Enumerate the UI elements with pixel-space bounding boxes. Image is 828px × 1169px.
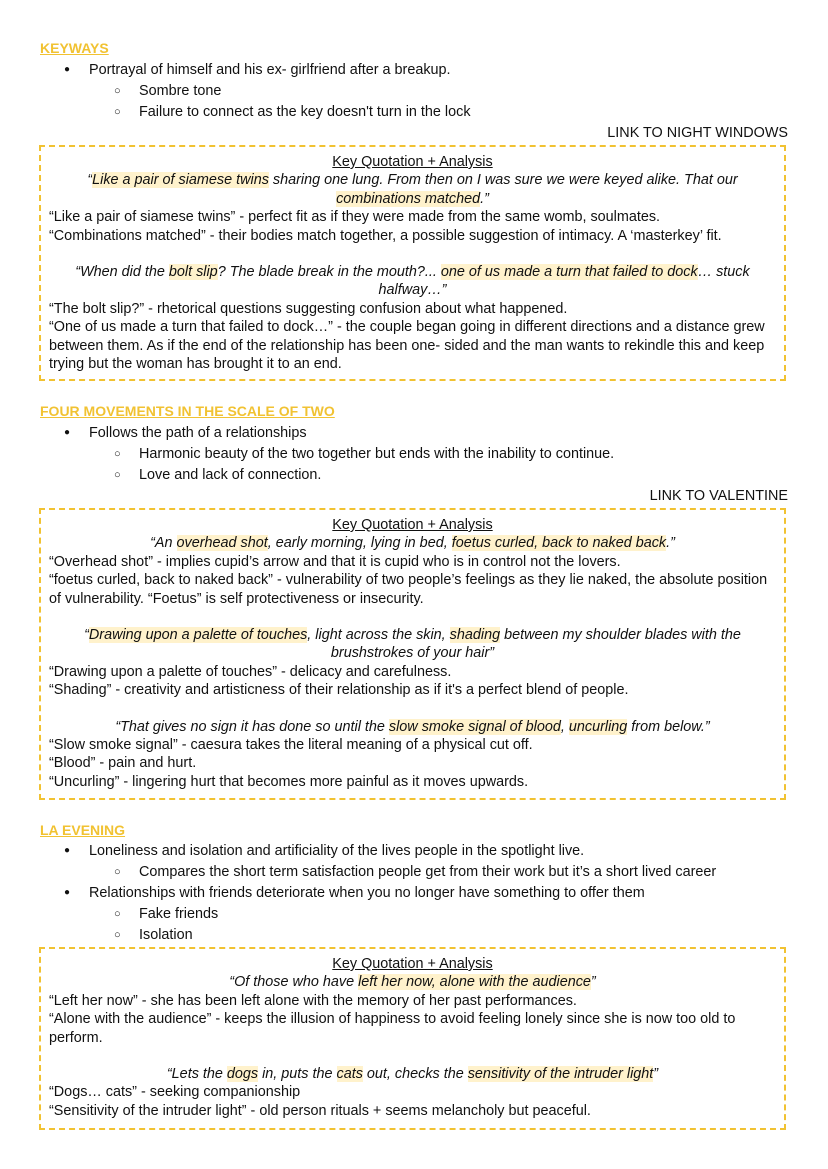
analysis-line: “Drawing upon a palette of touches” - delicacy and carefulness. xyxy=(49,663,452,680)
analysis-line: “Alone with the audience” - keeps the illusion of happiness to avoid feeling lonely since she is now too old to perform. xyxy=(49,1011,736,1046)
section-heading-la-evening: LA EVENING xyxy=(40,822,126,838)
quotation: “Like a pair of siamese twins sharing one lung. From then on I was sure we were keyed alike. That our combinations matched.” xyxy=(87,172,738,207)
highlight: Like a pair of siamese twins xyxy=(92,172,269,189)
sub-bullet-item: ○ Isolation xyxy=(139,926,193,944)
analysis-line: “Left her now” - she has been left alone with the memory of her past performances. xyxy=(49,992,577,1009)
highlight: slow smoke signal of blood xyxy=(388,718,561,735)
bullet-item: ● Portrayal of himself and his ex- girlfriend after a breakup. xyxy=(89,61,451,79)
quotation: “Lets the dogs in, puts the cats out, checks the sensitivity of the intruder light” xyxy=(166,1066,659,1083)
box-title: Key Quotation + Analysis xyxy=(332,517,493,533)
analysis-line: “Overhead shot” - implies cupid’s arrow and that it is cupid who is in control not the lovers. xyxy=(49,553,621,570)
quotation: “Drawing upon a palette of touches, light across the skin, shading between my shoulder blades with the brushstrokes of your hair” xyxy=(84,627,741,662)
analysis-line: “Shading” - creativity and artisticness of their relationship as if it's a perfect blend of people. xyxy=(49,682,629,699)
highlight: uncurling xyxy=(568,718,628,735)
highlight: overhead shot xyxy=(176,535,268,552)
sub-bullet-item: ○ Fake friends xyxy=(139,905,218,923)
highlight: shading xyxy=(449,627,501,644)
analysis-line: “foetus curled, back to naked back” - vulnerability of two people’s feelings as they lie naked, the absolute position of vulnerability. “Foetus” is self protectiveness or insecurity. xyxy=(49,572,768,607)
highlight: bolt slip xyxy=(168,264,218,281)
bullet-item: ● Follows the path of a relationships xyxy=(89,424,307,442)
analysis-line: “Sensitivity of the intruder light” - old person rituals + seems melancholy but peaceful. xyxy=(49,1102,591,1119)
box-title: Key Quotation + Analysis xyxy=(332,154,493,170)
bullet-item: ● Relationships with friends deteriorate when you no longer have something to offer them xyxy=(89,884,645,902)
section-heading-keyways: KEYWAYS xyxy=(40,40,109,56)
sub-bullet-item: ○ Compares the short term satisfaction people get from their work but it’s a short lived career xyxy=(139,863,716,881)
analysis-line: “Blood” - pain and hurt. xyxy=(49,755,197,772)
highlight: combinations matched xyxy=(336,190,481,207)
sub-bullet-item: ○ Failure to connect as the key doesn't turn in the lock xyxy=(139,103,471,121)
quotation-box-la-evening xyxy=(39,947,786,1130)
analysis-line: “Like a pair of siamese twins” - perfect fit as if they were made from the same womb, soulmates. xyxy=(49,209,661,226)
sub-bullet-item: ○ Sombre tone xyxy=(139,82,221,100)
box-title: Key Quotation + Analysis xyxy=(332,956,493,972)
sub-bullet-item: ○ Love and lack of connection. xyxy=(139,466,321,484)
quotation-box-four-movements xyxy=(39,508,786,800)
bullet-item: ● Loneliness and isolation and artificiality of the lives people in the spotlight live. xyxy=(89,842,584,860)
quotation: “That gives no sign it has done so until the slow smoke signal of blood, uncurling from below.” xyxy=(115,718,710,735)
highlight: one of us made a turn that failed to dock xyxy=(440,264,698,281)
quotation: “An overhead shot, early morning, lying in bed, foetus curled, back to naked back.” xyxy=(150,535,675,552)
analysis-line: “Dogs… cats” - seeking companionship xyxy=(49,1084,301,1101)
section-heading-four-movements: FOUR MOVEMENTS IN THE SCALE OF TWO xyxy=(40,403,335,419)
highlight: sensitivity of the intruder light xyxy=(467,1066,654,1083)
analysis-line: “One of us made a turn that failed to dock…” - the couple began going in different directions and a distance grew between them. As if the end of the relationship has been one- sided and the man wants to rekindle this and keep trying but the woman has brought it to an end. xyxy=(49,319,765,373)
analysis-line: “Uncurling” - lingering hurt that becomes more painful as it moves upwards. xyxy=(49,773,529,790)
highlight: foetus curled, back to naked back xyxy=(451,535,667,552)
quotation-box-keyways xyxy=(39,145,786,381)
analysis-line: “Slow smoke signal” - caesura takes the literal meaning of a physical cut off. xyxy=(49,737,533,754)
sub-bullet-item: ○ Harmonic beauty of the two together but ends with the inability to continue. xyxy=(139,445,614,463)
highlight: dogs xyxy=(226,1066,259,1083)
highlight: cats xyxy=(336,1066,363,1083)
link-note: LINK TO VALENTINE xyxy=(649,488,788,504)
highlight: left her now, alone with the audience xyxy=(358,974,591,991)
quotation: “When did the bolt slip? The blade break in the mouth?... one of us made a turn that failed to dock… stuck halfway…” xyxy=(75,264,750,299)
analysis-line: “The bolt slip?” - rhetorical questions suggesting confusion about what happened. xyxy=(49,300,568,317)
link-note: LINK TO NIGHT WINDOWS xyxy=(607,125,788,141)
analysis-line: “Combinations matched” - their bodies match together, a possible suggestion of intimacy. A ‘masterkey’ fit. xyxy=(49,227,722,244)
quotation: “Of those who have left her now, alone with the audience” xyxy=(229,974,596,991)
highlight: Drawing upon a palette of touches xyxy=(88,627,308,644)
